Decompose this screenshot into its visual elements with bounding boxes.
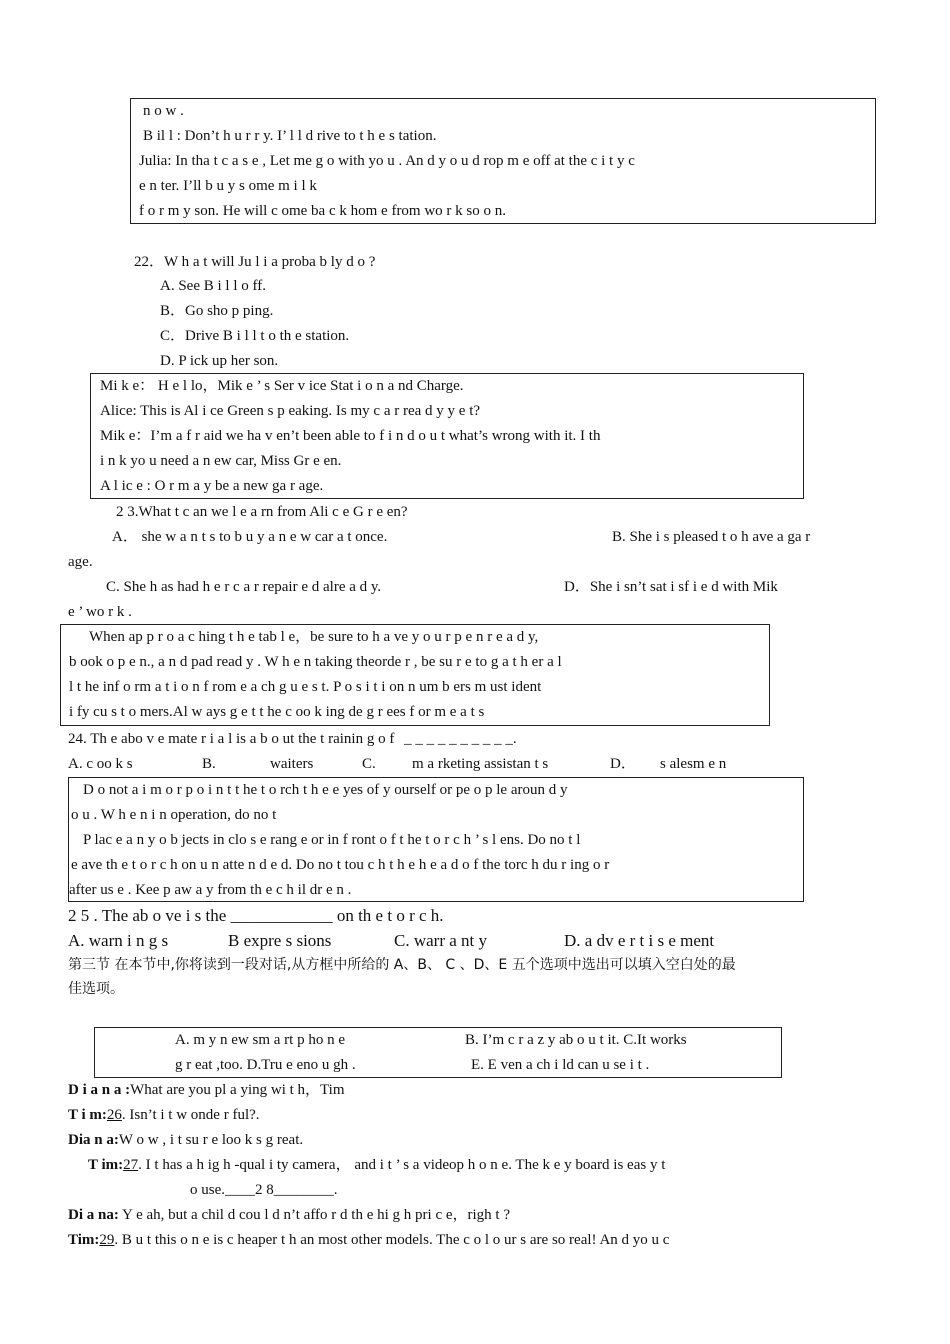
- q22-option: A. See B i l l o ff.: [160, 278, 266, 294]
- material-box-3: [60, 624, 770, 726]
- q24-option: C.: [362, 756, 376, 772]
- dialogue-text: .: [333, 1182, 338, 1198]
- question-25: 2 5 . The ab o ve i s the ____________ on th e t o r c h.: [68, 906, 444, 925]
- box2-line: Mi k e： H e l lo，Mik e ’ s Ser v ice Stat i o n a nd Charge.: [100, 378, 464, 394]
- box3-line: l t he inf o rm a t i o n f rom e a ch g u e s t. P o s i t i on n um b ers m ust ident: [69, 679, 542, 695]
- q24-option: B.: [202, 756, 216, 772]
- box4-line: e ave th e t o r c h on u n atte n d e d. Do no t tou c h t h e h e a d o f the torc h du r ing o r: [71, 857, 610, 873]
- dialogue-text: What are you pl a ying wi t h，Tim: [130, 1082, 345, 1098]
- dialogue-line: [68, 1228, 669, 1253]
- dialogue-line: [68, 1128, 303, 1153]
- q25-option: B expre s sions: [228, 931, 332, 950]
- q24-option: s alesm e n: [660, 756, 727, 772]
- q24-option: D．: [610, 756, 636, 772]
- q23-option-d: D．She i sn’t sat i sf i e d with Mik: [564, 579, 778, 595]
- box4-line: P lac e a n y o b jects in clo s e rang e or in f ront o f t he t o r c h ’ s l ens. Do no t l: [83, 832, 581, 848]
- q22-option: B．Go sho p ping.: [160, 303, 274, 319]
- box4-line: after us e . Kee p aw a y from th e c h il dr e n .: [69, 882, 352, 898]
- q23-option-d-cont: e ’ wo r k .: [68, 604, 132, 620]
- q25-option: C. warr a nt y: [394, 931, 488, 950]
- box1-line: Julia: In tha t c a s e , Let me g o with yo u . An d y o u d rop m e off at the c i t y c: [139, 153, 635, 169]
- q24-option: m a rketing assistan t s: [412, 756, 549, 772]
- box4-line: o u . W h e n i n operation, do no t: [71, 807, 277, 823]
- question-23: 2 3.What t c an we l e a rn from Ali c e G r e en?: [116, 504, 408, 520]
- q23-option-c: C. She h as had h e r c a r repair e d alre a d y.: [106, 579, 382, 595]
- box3-line: When ap p r o a c hing t h e tab l e，be sure to h a ve y o u r p e n r e a d y,: [89, 629, 539, 645]
- box5-option-e: E. E ven a ch i ld can u se i t .: [471, 1057, 650, 1073]
- dialogue-text: o use.: [190, 1182, 225, 1198]
- box4-line: D o not a i m o r p o i n t t he t o rch t h e e yes of y ourself or pe o p le aroun d y: [83, 782, 568, 798]
- speaker: T i m:: [68, 1107, 107, 1123]
- blank-number: 27: [123, 1157, 139, 1173]
- box1-line: f o r m y son. He will c ome ba c k hom e from wo r k so o n.: [139, 203, 507, 219]
- dialogue-line: [68, 1103, 260, 1128]
- q22-option: C．Drive B i l l t o th e station.: [160, 328, 350, 344]
- blank-28: ____2 8________: [225, 1182, 334, 1198]
- box2-line: A l ic e : O r m a y be a new ga r age.: [100, 478, 324, 494]
- material-box-4: [68, 777, 804, 902]
- box2-line: Alice: This is Al i ce Green s p eaking. Is my c a r rea d y y e t?: [100, 403, 481, 419]
- box2-line: Mik e：I’m a f r aid we ha v en’t been able to f i n d o u t what’s wrong with it. I th: [100, 428, 601, 444]
- box1-line: n o w .: [143, 103, 184, 119]
- q24-stem: 24. Th e abo v e mate r i a l is a b o ut the t rainin g o f: [68, 731, 395, 747]
- q25-option: A. warn i n g s: [68, 931, 169, 950]
- speaker: T im:: [88, 1157, 124, 1173]
- options-box-5: [94, 1027, 782, 1078]
- q25-option: D. a dv e r t i s e ment: [564, 931, 715, 950]
- speaker: Tim:: [68, 1232, 100, 1248]
- box5-option-d: g r eat ,too. D.Tru e eno u gh .: [175, 1057, 356, 1073]
- question-22: 22．W h a t will Ju l i a proba b ly d o ?: [134, 254, 376, 270]
- box3-line: i fy cu s t o mers.Al w ays g e t t he c oo k ing de g r ees f or m e a t s: [69, 704, 485, 720]
- dialogue-text: . B u t this o n e is c heaper t h an most other models. The c o l o ur s are so real! An d yo u c: [114, 1232, 670, 1248]
- box2-line: i n k yo u need a n ew car, Miss Gr e en.: [100, 453, 342, 469]
- q22-option: D. P ick up her son.: [160, 353, 279, 369]
- dialogue-text: . I t has a h ig h -qual i ty camera， and i t ’ s a videop h o n e. The k e y board is eas y t: [138, 1157, 666, 1173]
- q23-option-b: B. She i s pleased t o h ave a ga r: [612, 529, 811, 545]
- q24-option: A. c oo k s: [68, 756, 133, 772]
- dialogue-box-1: [130, 98, 876, 224]
- dialogue-line: [68, 1078, 345, 1103]
- speaker: Di a na:: [68, 1207, 119, 1223]
- dialogue-text: Y e ah, but a chil d cou l d n’t affo r d th e hi g h pri c e，righ t ?: [118, 1207, 510, 1223]
- dialogue-text: . Isn’t i t w onde r ful?.: [121, 1107, 260, 1123]
- q24-option: waiters: [270, 756, 314, 772]
- box5-option-a: A. m y n ew sm a rt p ho n e: [175, 1032, 345, 1048]
- dialogue-line: [68, 1203, 510, 1228]
- blank-number: 26: [106, 1107, 122, 1123]
- box5-option-b: B. I’m c r a z y ab o u t it. C.It works: [465, 1032, 687, 1048]
- speaker: Dia n a:: [68, 1132, 119, 1148]
- question-24: 24. Th e abo v e mate r i a l is a b o ut the t rainin g o f _ _ _ _ _ _ _ _ _ _.: [68, 731, 517, 747]
- section-3-instruction: 第三节 在本节中,你将读到一段对话,从方框中所给的 A、B、 C 、D、E 五个选项中选出可以填入空白处的最: [68, 957, 736, 973]
- q23-option-b-cont: age.: [68, 554, 93, 570]
- dialogue-box-2: [90, 373, 804, 499]
- section-3-instruction-cont: 佳选项。: [68, 981, 124, 997]
- box1-line: B il l : Don’t h u r r y. I’ l l d rive to t h e s tation.: [143, 128, 437, 144]
- speaker: D i a n a :: [68, 1082, 131, 1098]
- q23-option-a: A． she w a n t s to b u y a n e w car a t once.: [112, 529, 388, 545]
- dialogue-line: [190, 1178, 338, 1203]
- q24-blank: _ _ _ _ _ _ _ _ _ _: [404, 731, 513, 747]
- blank-number: 29: [99, 1232, 115, 1248]
- box3-line: b ook o p e n., a n d pad read y . W h e n taking theorde r , be su r e to g a t h er a l: [69, 654, 562, 670]
- dialogue-line: [88, 1153, 665, 1178]
- box1-line: e n ter. I’ll b u y s ome m i l k: [139, 178, 317, 194]
- dialogue-text: W o w , i t su r e loo k s g reat.: [118, 1132, 304, 1148]
